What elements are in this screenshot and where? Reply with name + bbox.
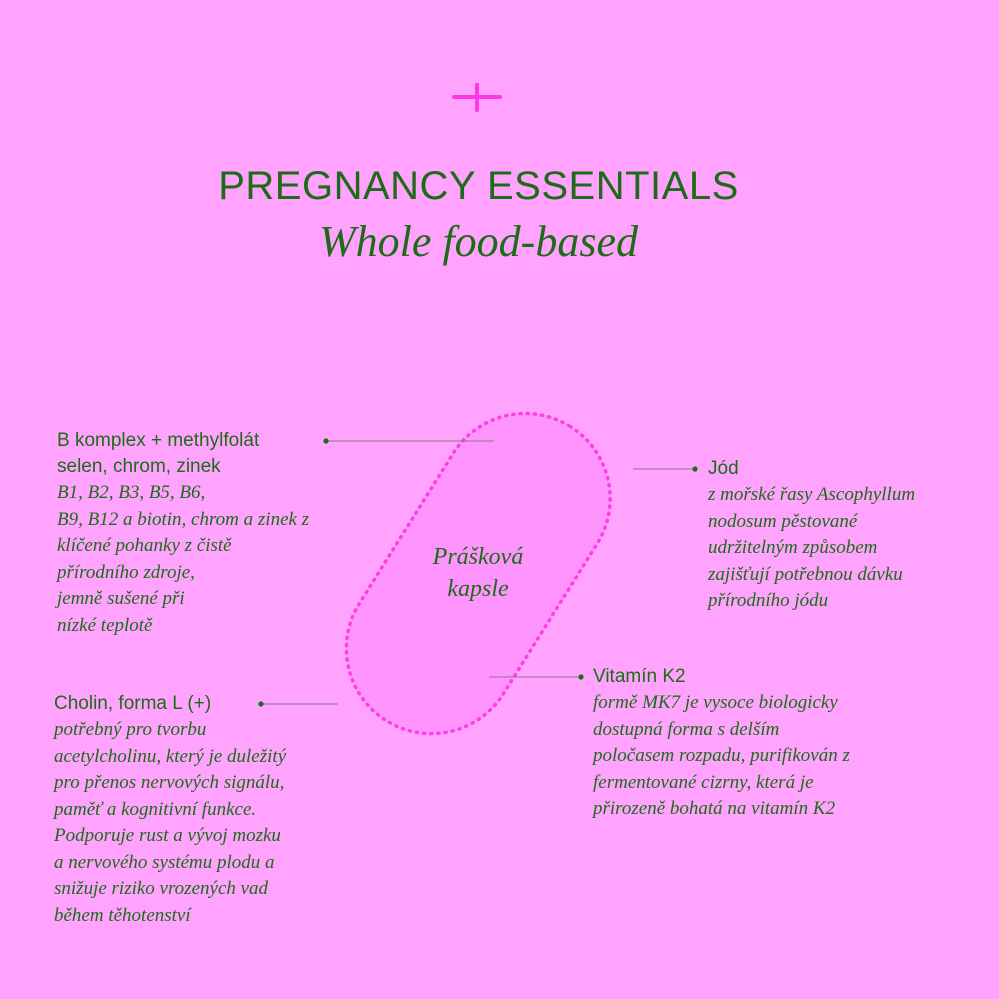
capsule-label-line: Prášková xyxy=(432,544,524,570)
heading-line: selen, chrom, zinek xyxy=(57,456,221,477)
heading-line: B komplex + methylfolát xyxy=(57,430,260,451)
description-line: potřebný pro tvorbu xyxy=(54,719,207,740)
capsule-label xyxy=(400,541,556,605)
vitamin-k2-description xyxy=(593,690,850,823)
jod-description xyxy=(708,482,915,615)
description-line: formě MK7 je vysoce biologicky xyxy=(593,692,838,713)
capsule-label-line: kapsle xyxy=(447,576,509,602)
heading-line: Vitamín K2 xyxy=(593,666,686,687)
description-line: přirozeně bohatá na vitamín K2 xyxy=(593,798,836,819)
vitamin-k2-block xyxy=(593,664,850,823)
description-line: B1, B2, B3, B5, B6, xyxy=(57,482,206,503)
heading-line: Jód xyxy=(708,458,739,479)
description-line: udržitelným způsobem xyxy=(708,537,878,558)
description-line: Podporuje rust a vývoj mozku xyxy=(54,825,281,846)
b-complex-block xyxy=(57,428,309,639)
heading-line: Cholin, forma L (+) xyxy=(54,693,212,714)
description-line: poločasem rozpadu, purifikován z xyxy=(593,745,850,766)
cholin-block xyxy=(54,691,286,929)
cholin-description xyxy=(54,717,286,929)
description-line: B9, B12 a biotin, chrom a zinek z xyxy=(57,508,310,530)
description-line: pro přenos nervových signálu, xyxy=(54,772,285,793)
b-complex-heading xyxy=(57,428,309,480)
description-line: přírodního jódu xyxy=(708,590,829,611)
description-line: nízké teplotě xyxy=(57,614,153,636)
description-line: nodosum pěstované xyxy=(708,510,858,532)
vitamin-k2-heading xyxy=(593,664,850,690)
cholin-heading xyxy=(54,691,286,717)
description-line: a nervového systému plodu a xyxy=(54,851,275,873)
description-line: během těhotenství xyxy=(54,904,191,926)
b-complex-description xyxy=(57,480,309,639)
description-line: snižuje riziko vrozených vad xyxy=(54,878,269,899)
description-line: acetylcholinu, který je duležitý xyxy=(54,745,287,767)
connector-jod xyxy=(633,466,698,471)
description-line: paměť a kognitivní funkce. xyxy=(54,798,257,820)
description-line: fermentované cizrny, která je xyxy=(593,771,814,793)
description-line: dostupná forma s delším xyxy=(593,718,780,740)
description-line: z mořské řasy Ascophyllum xyxy=(708,484,916,505)
jod-heading xyxy=(708,456,915,482)
jod-block xyxy=(708,456,915,615)
description-line: jemně sušené při xyxy=(57,588,185,609)
description-line: přírodního zdroje, xyxy=(57,561,195,583)
page-subtitle: Whole food-based xyxy=(319,217,638,266)
page-title: PREGNANCY ESSENTIALS xyxy=(218,164,739,208)
description-line: zajišťují potřebnou dávku xyxy=(708,563,903,585)
description-line: klíčené pohanky z čistě xyxy=(57,535,232,556)
